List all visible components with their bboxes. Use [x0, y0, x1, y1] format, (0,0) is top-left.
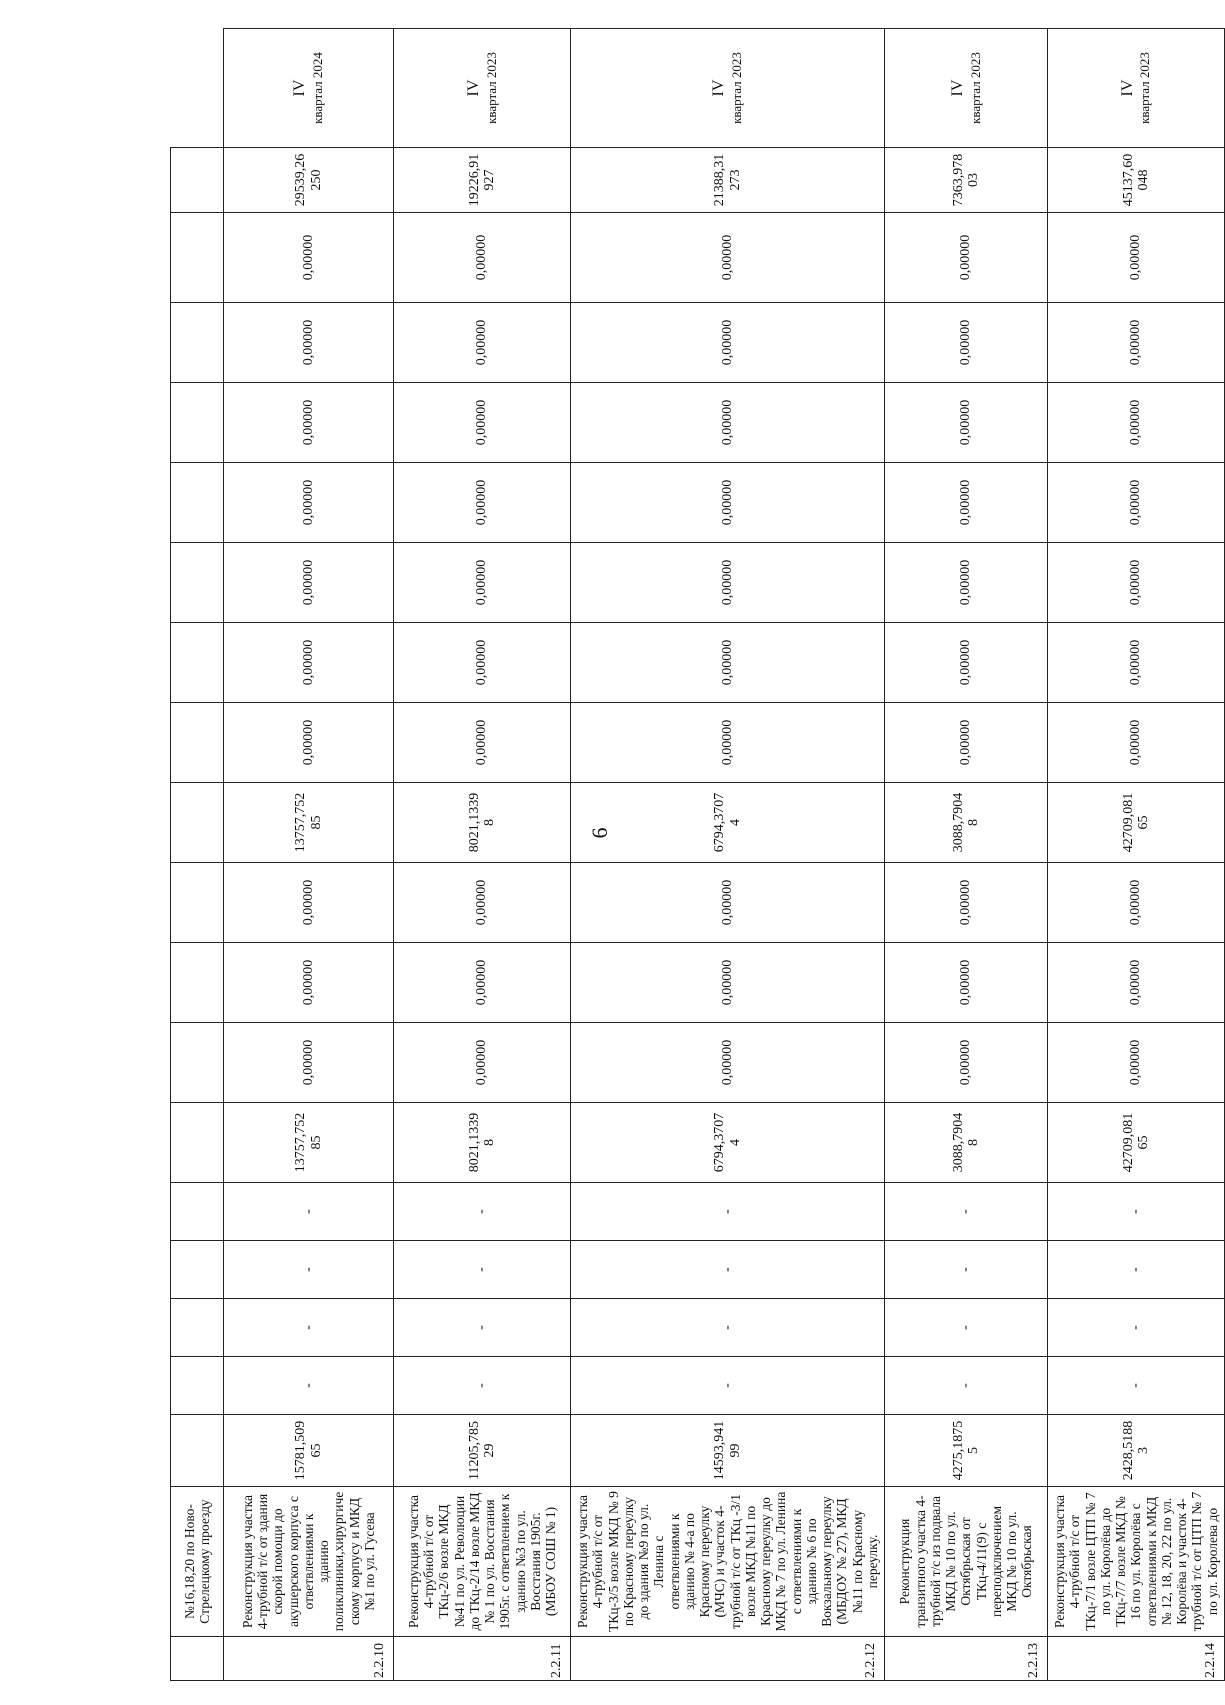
value-cell: 0,00000 [1048, 703, 1225, 783]
table-cell [171, 863, 224, 943]
value-cell: 14593,941 99 [571, 1415, 885, 1487]
value-cell: 0,00000 [1048, 213, 1225, 303]
value-cell: 13757,752 85 [224, 1103, 394, 1183]
value-cell: 0,00000 [571, 1023, 885, 1103]
value-cell: 0,00000 [394, 623, 571, 703]
value-cell: - [885, 1241, 1048, 1299]
period-label: квартал 2024 [310, 52, 326, 124]
value-cell: 0,00000 [571, 463, 885, 543]
table-cell [171, 303, 224, 383]
row-number: 2.2.12 [571, 1637, 885, 1681]
value-cell: 0,00000 [571, 543, 885, 623]
table-cell [171, 383, 224, 463]
row-name: Реконструкция участка 4-трубной т/с от здания скорой помощи до акушерского корпуса с ответвлениями к зданию поликлиники,хирургическому корпусу и МКД №1 по ул. Гусева [224, 1487, 394, 1637]
value-cell: 0,00000 [394, 463, 571, 543]
value-cell: - [1048, 1299, 1225, 1357]
period-label: квартал 2023 [1137, 52, 1153, 124]
value-cell: 0,00000 [571, 213, 885, 303]
table-row [885, 29, 1048, 1681]
table-cell [171, 623, 224, 703]
value-cell: 0,00000 [885, 703, 1048, 783]
value-cell: - [885, 1357, 1048, 1415]
value-cell: 0,00000 [571, 303, 885, 383]
value-cell: 21388,31273 [571, 148, 885, 213]
value-cell: 0,00000 [224, 463, 394, 543]
value-cell: 15781,509 65 [224, 1415, 394, 1487]
table-cell [171, 783, 224, 863]
period-quarter: IV [1118, 79, 1136, 97]
table-row [394, 29, 571, 1681]
table-cell [171, 463, 224, 543]
period-cell [1048, 29, 1225, 148]
table-cell [171, 703, 224, 783]
value-cell: 0,00000 [394, 543, 571, 623]
value-cell: 13757,752 85 [224, 783, 394, 863]
value-cell: 45137,60048 [1048, 148, 1225, 213]
value-cell: 0,00000 [571, 943, 885, 1023]
header-fragment-row [171, 29, 224, 1681]
table-row [224, 29, 394, 1681]
value-cell: - [885, 1183, 1048, 1241]
table-cell [171, 1299, 224, 1357]
value-cell: - [571, 1241, 885, 1299]
period-label: квартал 2023 [729, 52, 745, 124]
value-cell: 0,00000 [1048, 383, 1225, 463]
table-cell [171, 148, 224, 213]
value-cell: 0,00000 [224, 303, 394, 383]
value-cell: - [1048, 1241, 1225, 1299]
value-cell: 0,00000 [394, 383, 571, 463]
value-cell: - [1048, 1357, 1225, 1415]
value-cell: - [224, 1183, 394, 1241]
period-label: квартал 2023 [483, 52, 499, 124]
table-cell [171, 543, 224, 623]
value-cell: 0,00000 [885, 1023, 1048, 1103]
page-number: 6 [587, 827, 612, 839]
value-cell: 0,00000 [394, 303, 571, 383]
period-quarter: IV [291, 79, 309, 97]
value-cell: 0,00000 [224, 543, 394, 623]
value-cell: - [224, 1299, 394, 1357]
value-cell: - [571, 1183, 885, 1241]
value-cell: 6794,3707 4 [571, 783, 885, 863]
value-cell: 0,00000 [885, 863, 1048, 943]
value-cell: 0,00000 [885, 543, 1048, 623]
value-cell: 0,00000 [224, 623, 394, 703]
value-cell: 0,00000 [394, 863, 571, 943]
value-cell: 0,00000 [1048, 863, 1225, 943]
value-cell: - [394, 1241, 571, 1299]
value-cell: 19226,91927 [394, 148, 571, 213]
value-cell: 8021,1339 8 [394, 1103, 571, 1183]
value-cell: 3088,7904 8 [885, 783, 1048, 863]
value-cell: - [224, 1241, 394, 1299]
value-cell: 0,00000 [224, 943, 394, 1023]
table-cell [171, 1357, 224, 1415]
value-cell: 0,00000 [224, 213, 394, 303]
value-cell: 0,00000 [1048, 543, 1225, 623]
value-cell: 0,00000 [571, 623, 885, 703]
value-cell: - [885, 1299, 1048, 1357]
value-cell: 0,00000 [1048, 943, 1225, 1023]
value-cell: - [224, 1357, 394, 1415]
value-cell: 0,00000 [885, 303, 1048, 383]
value-cell: 0,00000 [224, 383, 394, 463]
rotated-table-wrapper [170, 28, 1220, 1681]
value-cell: 0,00000 [394, 213, 571, 303]
value-cell: - [394, 1183, 571, 1241]
investment-table [170, 28, 1225, 1681]
period-label: квартал 2023 [967, 52, 983, 124]
value-cell: - [1048, 1183, 1225, 1241]
value-cell: 3088,7904 8 [885, 1103, 1048, 1183]
value-cell: 0,00000 [394, 1023, 571, 1103]
value-cell: 6794,3707 4 [571, 1103, 885, 1183]
table-row [1048, 29, 1225, 1681]
value-cell: 2428,5188 3 [1048, 1415, 1225, 1487]
table-cell [171, 943, 224, 1023]
row-name: Реконструкция участка 4-трубной т/с от ТКц-7/1 возле ЦТП № 7 по ул. Королёва до ТКц-7/7 возле МКД № 16 по ул. Королёва с ответвлениями к МКД № 12, 18, 20, 22 по ул. Королёва и участок 4- трубной т/с от ЦТП № 7 по ул. Королева до [1048, 1487, 1225, 1637]
table-row [571, 29, 885, 1681]
row-number: 2.2.14 [1048, 1637, 1225, 1681]
document-sheet [170, 28, 1220, 1681]
value-cell: 7363,97803 [885, 148, 1048, 213]
table-cell [171, 1103, 224, 1183]
value-cell: 0,00000 [1048, 463, 1225, 543]
period-cell [885, 29, 1048, 148]
value-cell: 0,00000 [224, 863, 394, 943]
value-cell: 0,00000 [224, 703, 394, 783]
table-cell [171, 1183, 224, 1241]
value-cell: 0,00000 [224, 1023, 394, 1103]
value-cell: 11205,785 29 [394, 1415, 571, 1487]
table-cell [171, 1023, 224, 1103]
value-cell: 42709,081 65 [1048, 1103, 1225, 1183]
value-cell: 0,00000 [571, 383, 885, 463]
row-number: 2.2.13 [885, 1637, 1048, 1681]
period-quarter: IV [464, 79, 482, 97]
value-cell: 0,00000 [885, 383, 1048, 463]
value-cell: 0,00000 [571, 703, 885, 783]
table-cell [171, 1415, 224, 1487]
period-quarter: IV [948, 79, 966, 97]
value-cell: 0,00000 [885, 943, 1048, 1023]
row-name: Реконструкция участка 4-трубной т/с от ТКц-2/6 возле МКД №41 по ул. Революции до ТКц-2/14 возле МКД № 1 по ул. Восстания 1905г. с ответвлением к зданию №3 по ул. Восстания 1905г. (МБОУ СОШ № 1) [394, 1487, 571, 1637]
period-quarter: IV [710, 79, 728, 97]
row-number: 2.2.11 [394, 1637, 571, 1681]
value-cell: - [571, 1299, 885, 1357]
period-cell [224, 29, 394, 148]
row-name: Реконструкция транзитного участка 4- трубной т/с из подвала МКД № 10 по ул. Октябрьская от ТКц-4/11(9) с переподключением МКД № 10 по ул. Октябрьская [885, 1487, 1048, 1637]
row-name: Реконструкция участка 4-трубной т/с от ТКц-3/5 возле МКД № 9 по Красному переулку до здания №9 по ул. Ленина с ответвлениями к зданию № 4-а по Красному переулку (МЧС) и участок 4- трубной т/с от ТКц -3/1 возле МКД №11 по Красному переулку до МКД № 7 по ул. Ленина с ответвлениями к зданию № 6 по Вокзальному переулку (МБДОУ № 27), МКД №11 по Красному переулку. [571, 1487, 885, 1637]
value-cell: 0,00000 [885, 213, 1048, 303]
value-cell: 0,00000 [885, 623, 1048, 703]
value-cell: 0,00000 [1048, 1023, 1225, 1103]
value-cell: 0,00000 [394, 703, 571, 783]
value-cell: - [571, 1357, 885, 1415]
value-cell: 0,00000 [571, 863, 885, 943]
table-cell [171, 1241, 224, 1299]
row-number: 2.2.10 [224, 1637, 394, 1681]
period-cell [394, 29, 571, 148]
value-cell: 0,00000 [1048, 623, 1225, 703]
value-cell: 0,00000 [885, 463, 1048, 543]
table-cell [171, 1637, 224, 1681]
value-cell: 0,00000 [394, 943, 571, 1023]
value-cell: 8021,1339 8 [394, 783, 571, 863]
value-cell: 42709,081 65 [1048, 783, 1225, 863]
value-cell: - [394, 1299, 571, 1357]
value-cell: 29539,26250 [224, 148, 394, 213]
value-cell: 4275,1875 5 [885, 1415, 1048, 1487]
period-cell [571, 29, 885, 148]
value-cell: 0,00000 [1048, 303, 1225, 383]
header-fragment-cell: №16,18,20 по Ново-Стрелецкому проезду [171, 1487, 224, 1637]
table-cell [171, 213, 224, 303]
value-cell: - [394, 1357, 571, 1415]
